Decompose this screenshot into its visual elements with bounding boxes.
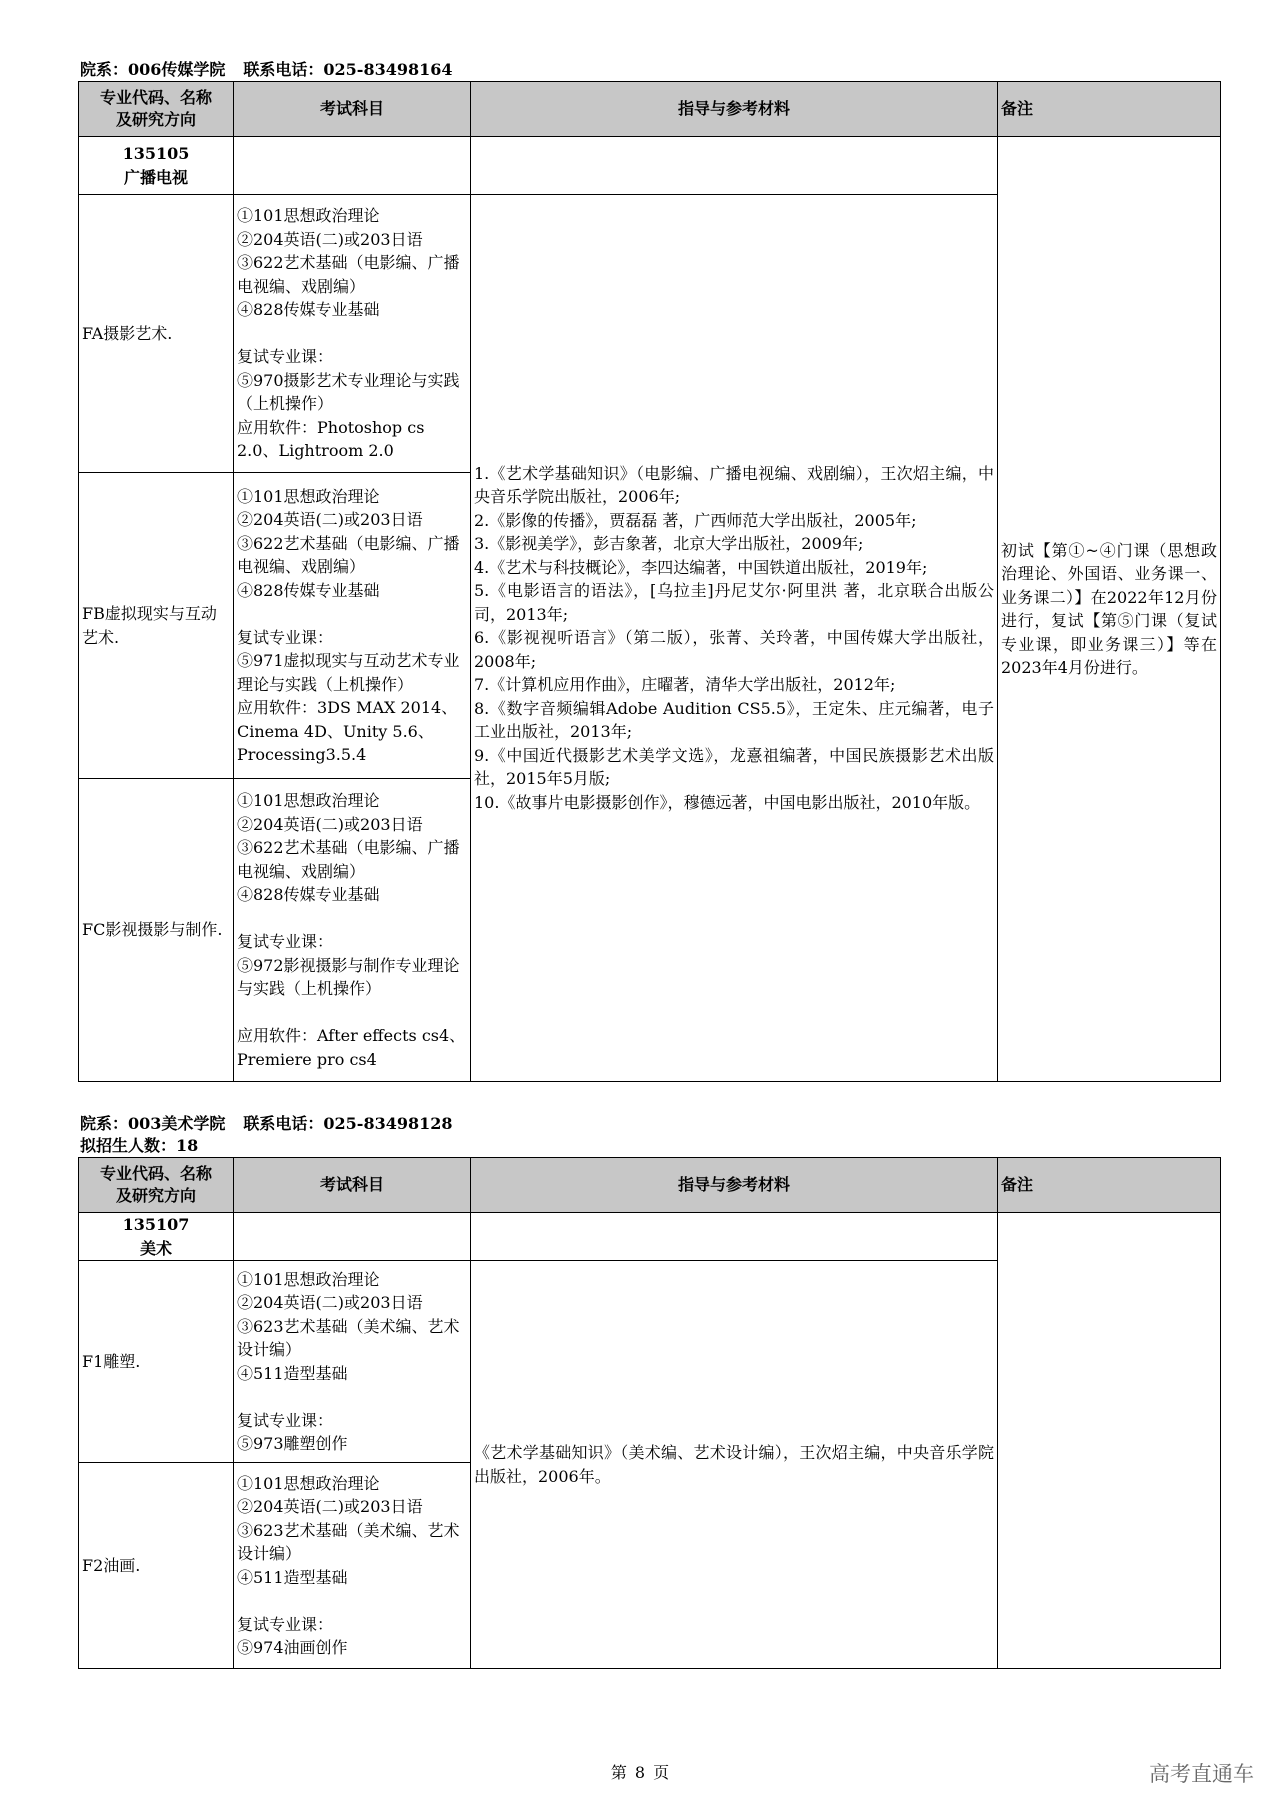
section-header-fine-arts xyxy=(80,1114,453,1134)
major-refs-empty xyxy=(471,1213,998,1261)
media-table xyxy=(78,81,1221,1082)
remark-cell: 初试【第①~④门课（思想政治理论、外国语、业务课一、业务课二）】在2022年12月份进行，复试【第⑤门课（复试专业课，即业务课三）】等在2023年4月份进行。 xyxy=(998,137,1221,1082)
major-name: 广播电视 xyxy=(123,167,188,187)
header-references: 指导与参考材料 xyxy=(471,82,998,137)
reference-item: 5.《电影语言的语法》，[乌拉圭]丹尼艾尔·阿里洪 著，北京联合出版公司，2013年; xyxy=(474,581,994,624)
direction-name: FC影视摄影与制作. xyxy=(79,779,234,1082)
dept-name: 院系：006传媒学院 xyxy=(80,60,226,79)
dept-name: 院系：003美术学院 xyxy=(80,1114,226,1133)
fine-arts-table xyxy=(78,1157,1221,1669)
direction-subjects: ①101思想政治理论 ②204英语(二)或203日语 ③623艺术基础（美术编、艺术设计编） ④511造型基础 复试专业课： ⑤974油画创作 xyxy=(234,1463,471,1669)
direction-name: FA摄影艺术. xyxy=(79,195,234,473)
reference-item: 7.《计算机应用作曲》，庄曜著，清华大学出版社，2012年; xyxy=(474,675,896,695)
watermark: 高考直通车 xyxy=(1149,1762,1254,1786)
reference-item: 4.《艺术与科技概论》，李四达编著，中国铁道出版社，2019年; xyxy=(474,557,928,577)
direction-subjects: ①101思想政治理论 ②204英语(二)或203日语 ③622艺术基础（电影编、广播电视编、戏剧编） ④828传媒专业基础 复试专业课： ⑤971虚拟现实与互动艺术专业理论与实践（上机操作） 应用软件：3DS MAX 2014、Cinema 4D、Unity 5.6、Processing3.5.4 xyxy=(234,473,471,779)
reference-item: 6.《影视视听语言》（第二版），张菁、关玲著，中国传媒大学出版社，2008年; xyxy=(474,628,994,671)
major-code-name xyxy=(79,137,234,195)
header-remark: 备注 xyxy=(998,1158,1221,1213)
remark-cell xyxy=(998,1213,1221,1669)
direction-subjects: ①101思想政治理论 ②204英语(二)或203日语 ③622艺术基础（电影编、广播电视编、戏剧编） ④828传媒专业基础 复试专业课： ⑤972影视摄影与制作专业理论与实践（上机操作） 应用软件：After effects cs4、Premiere pro cs4 xyxy=(234,779,471,1082)
reference-item: 10.《故事片电影摄影创作》，穆德远著，中国电影出版社，2010年版。 xyxy=(474,792,981,812)
table-header-row xyxy=(79,1158,1221,1213)
direction-name: F1雕塑. xyxy=(79,1261,234,1463)
page-prefix: 第 xyxy=(610,1763,627,1782)
reference-item: 9.《中国近代摄影艺术美学文选》，龙憙祖编著，中国民族摄影艺术出版社，2015年5月版; xyxy=(474,745,994,789)
major-code-name xyxy=(79,1213,234,1261)
direction-subjects: ①101思想政治理论 ②204英语(二)或203日语 ③623艺术基础（美术编、艺术设计编） ④511造型基础 复试专业课： ⑤973雕塑创作 xyxy=(234,1261,471,1463)
header-major: 专业代码、名称 及研究方向 xyxy=(79,1158,234,1213)
header-subjects: 考试科目 xyxy=(234,82,471,137)
references-cell xyxy=(471,1261,998,1669)
reference-item: 2.《影像的传播》，贾磊磊 著，广西师范大学出版社，2005年; xyxy=(474,510,917,530)
dept-phone: 联系电话：025-83498128 xyxy=(243,1114,453,1133)
header-remark: 备注 xyxy=(998,82,1221,137)
major-refs-empty xyxy=(471,137,998,195)
header-major: 专业代码、名称 及研究方向 xyxy=(79,82,234,137)
direction-name: F2油画. xyxy=(79,1463,234,1669)
direction-name: FB虚拟现实与互动艺术. xyxy=(79,473,234,779)
page-number xyxy=(0,1760,1280,1783)
references-cell xyxy=(471,195,998,1082)
page-num: 8 xyxy=(634,1763,646,1782)
reference-item: 3.《影视美学》，彭吉象著，北京大学出版社，2009年; xyxy=(474,534,864,554)
header-references: 指导与参考材料 xyxy=(471,1158,998,1213)
dept-phone: 联系电话：025-83498164 xyxy=(243,60,453,79)
reference-item: 《艺术学基础知识》（美术编、艺术设计编），王次炤主编，中央音乐学院出版社，2006年。 xyxy=(474,1443,994,1486)
major-row xyxy=(79,137,1221,195)
major-code: 135107 xyxy=(122,1215,190,1234)
major-row xyxy=(79,1213,1221,1261)
major-code: 135105 xyxy=(122,144,190,163)
reference-item: 8.《数字音频编辑Adobe Audition CS5.5》，王定朱、庄元编著，电子工业出版社，2013年; xyxy=(474,698,994,742)
major-subjects-empty xyxy=(234,137,471,195)
enrollment-count: 拟招生人数：18 xyxy=(80,1136,199,1155)
direction-subjects: ①101思想政治理论 ②204英语(二)或203日语 ③622艺术基础（电影编、广播电视编、戏剧编） ④828传媒专业基础 复试专业课： ⑤970摄影艺术专业理论与实践（上机操作） 应用软件：Photoshop cs 2.0、Lightroom 2.0 xyxy=(234,195,471,473)
reference-item: 1.《艺术学基础知识》（电影编、广播电视编、戏剧编），王次炤主编，中央音乐学院出版社，2006年; xyxy=(474,463,994,507)
major-name: 美术 xyxy=(139,1238,172,1258)
major-subjects-empty xyxy=(234,1213,471,1261)
section-header-media xyxy=(80,60,453,80)
table-header-row xyxy=(79,82,1221,137)
page-suffix: 页 xyxy=(653,1763,670,1782)
header-subjects: 考试科目 xyxy=(234,1158,471,1213)
